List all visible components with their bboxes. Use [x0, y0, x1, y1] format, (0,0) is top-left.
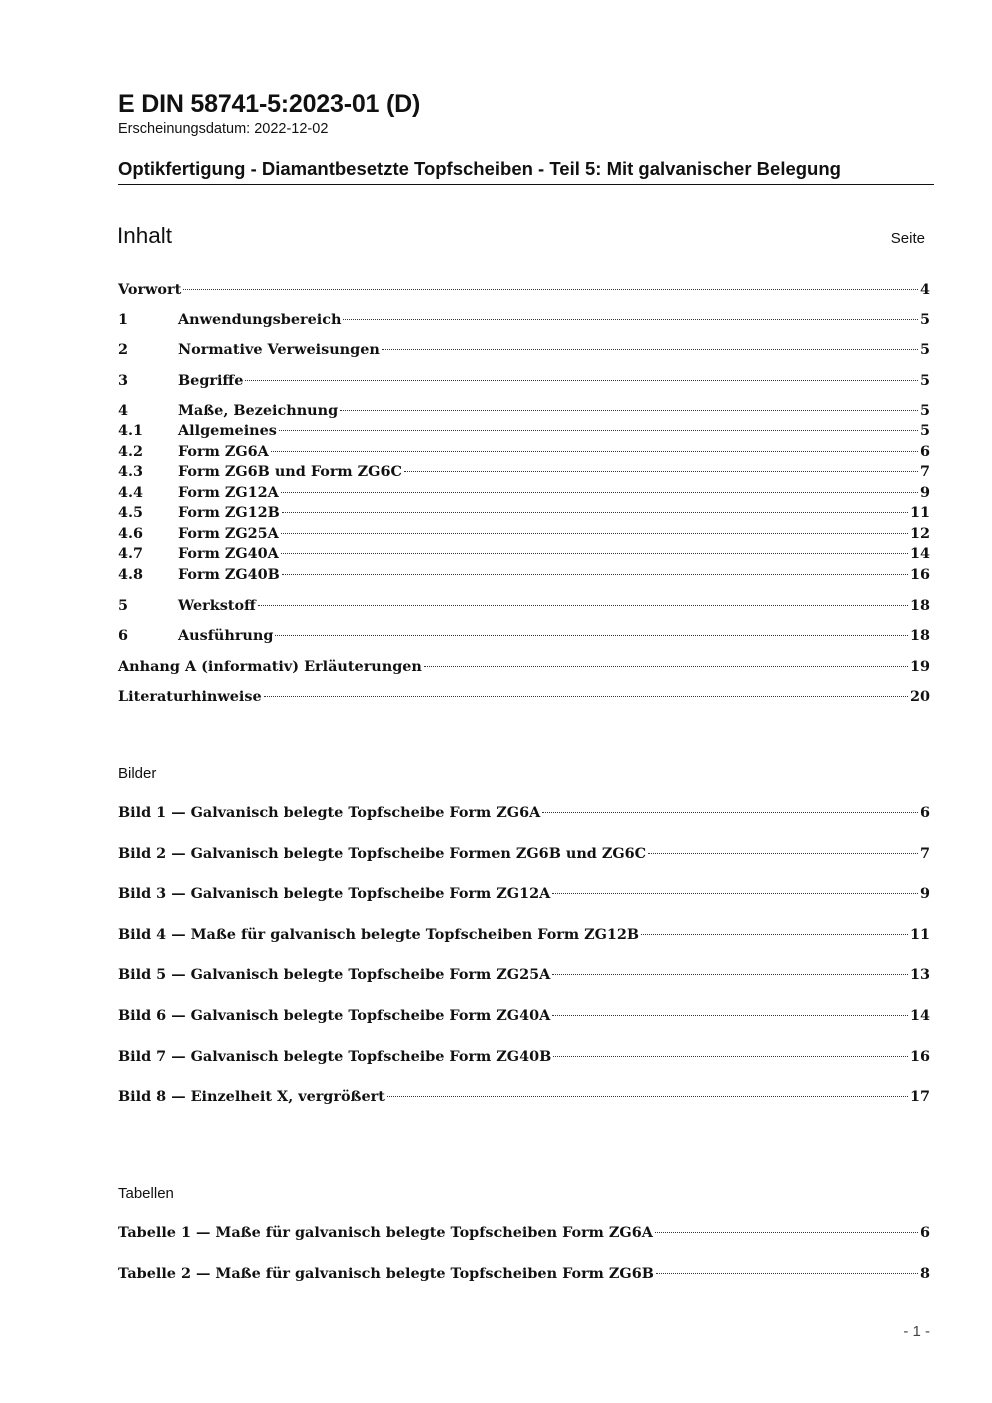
dot-leader: [282, 574, 908, 575]
toc-entry-title: Form ZG25A: [178, 525, 279, 542]
dot-leader: [382, 349, 918, 350]
toc-entry-page: 18: [909, 597, 930, 614]
table-entry-title: Tabelle 1 — Maße für galvanisch belegte Topfscheiben Form ZG6A: [118, 1224, 653, 1241]
dot-leader: [552, 974, 908, 975]
toc-entry-title: Maße, Bezeichnung: [178, 402, 339, 419]
dot-leader: [553, 1056, 908, 1057]
figure-entry-page: 14: [909, 1007, 930, 1024]
table-entry[interactable]: [118, 1264, 930, 1284]
document-title: Optikfertigung - Diamantbesetzte Topfscheiben - Teil 5: Mit galvanischer Belegung: [118, 158, 934, 185]
figure-entry-title: Bild 3 — Galvanisch belegte Topfscheibe Form ZG12A: [118, 885, 551, 902]
figure-entry[interactable]: [118, 925, 930, 945]
dot-leader: [387, 1096, 908, 1097]
figure-entry-page: 13: [909, 966, 930, 983]
dot-leader: [542, 812, 918, 813]
dot-leader: [343, 319, 918, 320]
toc-entry-number: 4.8: [118, 566, 144, 583]
dot-leader: [282, 512, 908, 513]
dot-leader: [281, 553, 908, 554]
toc-entry-number: 4: [118, 402, 129, 419]
figure-entry-title: Bild 2 — Galvanisch belegte Topfscheibe Formen ZG6B und ZG6C: [118, 845, 647, 862]
dot-leader: [258, 605, 908, 606]
toc-entry-page: 5: [919, 341, 930, 358]
table-entry-page: 8: [919, 1265, 930, 1282]
figure-entry-title: Bild 7 — Galvanisch belegte Topfscheibe Form ZG40B: [118, 1048, 552, 1065]
toc-entry[interactable]: [118, 310, 930, 330]
table-entry[interactable]: [118, 1223, 930, 1243]
toc-entry[interactable]: [118, 565, 930, 585]
toc-entry[interactable]: [118, 442, 930, 462]
toc-entry-title: Form ZG40A: [178, 545, 279, 562]
toc-entry-number: 6: [118, 627, 129, 644]
dot-leader: [655, 1232, 918, 1233]
dot-leader: [552, 1015, 908, 1016]
document-id: E DIN 58741-5:2023-01 (D): [118, 90, 421, 118]
toc-entry-number: 4.3: [118, 463, 144, 480]
page-number: - 1 -: [903, 1323, 930, 1340]
dot-leader: [641, 934, 908, 935]
dot-leader: [264, 696, 908, 697]
figure-entry-title: Bild 6 — Galvanisch belegte Topfscheibe Form ZG40A: [118, 1007, 551, 1024]
toc-entry-title: Form ZG6B und Form ZG6C: [178, 463, 402, 480]
figure-entry[interactable]: [118, 965, 930, 985]
figure-entry-title: Bild 8 — Einzelheit X, vergrößert: [118, 1088, 385, 1105]
toc-entry-title: Form ZG12A: [178, 484, 279, 501]
toc-entry-title: Normative Verweisungen: [178, 341, 380, 358]
figure-entry-page: 7: [919, 845, 930, 862]
toc-entry[interactable]: [118, 626, 930, 646]
toc-entry[interactable]: [118, 596, 930, 616]
toc-entry-number: 4.7: [118, 545, 144, 562]
toc-entry-page: 5: [919, 422, 930, 439]
toc-entry-title: Form ZG40B: [178, 566, 280, 583]
dot-leader: [279, 430, 918, 431]
dot-leader: [275, 635, 908, 636]
toc-entry[interactable]: [118, 280, 930, 300]
dot-leader: [281, 533, 908, 534]
toc-entry-page: 4: [919, 281, 930, 298]
toc-entry[interactable]: [118, 503, 930, 523]
toc-entry-page: 12: [909, 525, 930, 542]
toc-entry-page: 6: [919, 443, 930, 460]
figure-entry[interactable]: [118, 884, 930, 904]
toc-entry[interactable]: [118, 340, 930, 360]
table-entry-page: 6: [919, 1224, 930, 1241]
toc-entry[interactable]: [118, 401, 930, 421]
toc-entry-page: 16: [909, 566, 930, 583]
toc-entry-title: Literaturhinweise: [118, 688, 262, 705]
toc-entry-title: Anhang A (informativ) Erläuterungen: [118, 658, 422, 675]
toc-entry-page: 19: [909, 658, 930, 675]
figure-entry[interactable]: [118, 1006, 930, 1026]
toc-entry-number: 2: [118, 341, 129, 358]
toc-entry-title: Anwendungsbereich: [178, 311, 342, 328]
toc-entry-number: 4.2: [118, 443, 144, 460]
dot-leader: [656, 1273, 918, 1274]
dot-leader: [404, 471, 918, 472]
figure-entry-page: 11: [909, 926, 930, 943]
figures-section-label: Bilder: [118, 765, 157, 782]
toc-entry[interactable]: [118, 657, 930, 677]
toc-entry-page: 5: [919, 311, 930, 328]
toc-entry[interactable]: [118, 371, 930, 391]
toc-entry[interactable]: [118, 462, 930, 482]
toc-entry[interactable]: [118, 483, 930, 503]
toc-entry-number: 4.6: [118, 525, 144, 542]
toc-heading: Inhalt: [117, 223, 173, 248]
dot-leader: [245, 380, 918, 381]
dot-leader: [340, 410, 918, 411]
figure-entry[interactable]: [118, 844, 930, 864]
toc-entry-title: Begriffe: [178, 372, 244, 389]
toc-entry-number: 4.4: [118, 484, 144, 501]
toc-entry-page: 5: [919, 372, 930, 389]
toc-entry-page: 7: [919, 463, 930, 480]
toc-entry-title: Allgemeines: [178, 422, 277, 439]
dot-leader: [183, 289, 918, 290]
toc-entry-number: 5: [118, 597, 129, 614]
toc-entry-page: 11: [909, 504, 930, 521]
figure-entry[interactable]: [118, 803, 930, 823]
toc-entry[interactable]: [118, 421, 930, 441]
figure-entry-page: 9: [919, 885, 930, 902]
toc-entry-title: Form ZG6A: [178, 443, 269, 460]
toc-entry-title: Vorwort: [118, 281, 182, 298]
toc-entry-number: 1: [118, 311, 129, 328]
tables-section-label: Tabellen: [118, 1185, 174, 1202]
toc-entry-title: Werkstoff: [178, 597, 256, 614]
toc-entry-number: 3: [118, 372, 129, 389]
toc-entry[interactable]: [118, 687, 930, 707]
dot-leader: [648, 853, 918, 854]
figure-entry-title: Bild 5 — Galvanisch belegte Topfscheibe Form ZG25A: [118, 966, 551, 983]
table-entry-title: Tabelle 2 — Maße für galvanisch belegte Topfscheiben Form ZG6B: [118, 1265, 654, 1282]
page-column-label: Seite: [890, 230, 925, 247]
figure-entry-page: 6: [919, 804, 930, 821]
figure-entry[interactable]: [118, 1047, 930, 1067]
publication-date: Erscheinungsdatum: 2022-12-02: [118, 121, 329, 137]
toc-entry-page: 9: [919, 484, 930, 501]
dot-leader: [424, 666, 908, 667]
toc-entry-number: 4.5: [118, 504, 144, 521]
figure-entry-page: 17: [909, 1088, 930, 1105]
toc-entry-page: 20: [909, 688, 930, 705]
figure-entry-title: Bild 1 — Galvanisch belegte Topfscheibe Form ZG6A: [118, 804, 541, 821]
toc-entry[interactable]: [118, 544, 930, 564]
figure-entry-page: 16: [909, 1048, 930, 1065]
toc-entry[interactable]: [118, 524, 930, 544]
toc-entry-number: 4.1: [118, 422, 144, 439]
dot-leader: [281, 492, 918, 493]
figure-entry[interactable]: [118, 1087, 930, 1107]
toc-entry-page: 14: [909, 545, 930, 562]
figure-entry-title: Bild 4 — Maße für galvanisch belegte Topfscheiben Form ZG12B: [118, 926, 640, 943]
dot-leader: [552, 893, 918, 894]
dot-leader: [271, 451, 918, 452]
toc-entry-page: 18: [909, 627, 930, 644]
toc-entry-title: Form ZG12B: [178, 504, 280, 521]
toc-entry-page: 5: [919, 402, 930, 419]
toc-entry-title: Ausführung: [178, 627, 274, 644]
